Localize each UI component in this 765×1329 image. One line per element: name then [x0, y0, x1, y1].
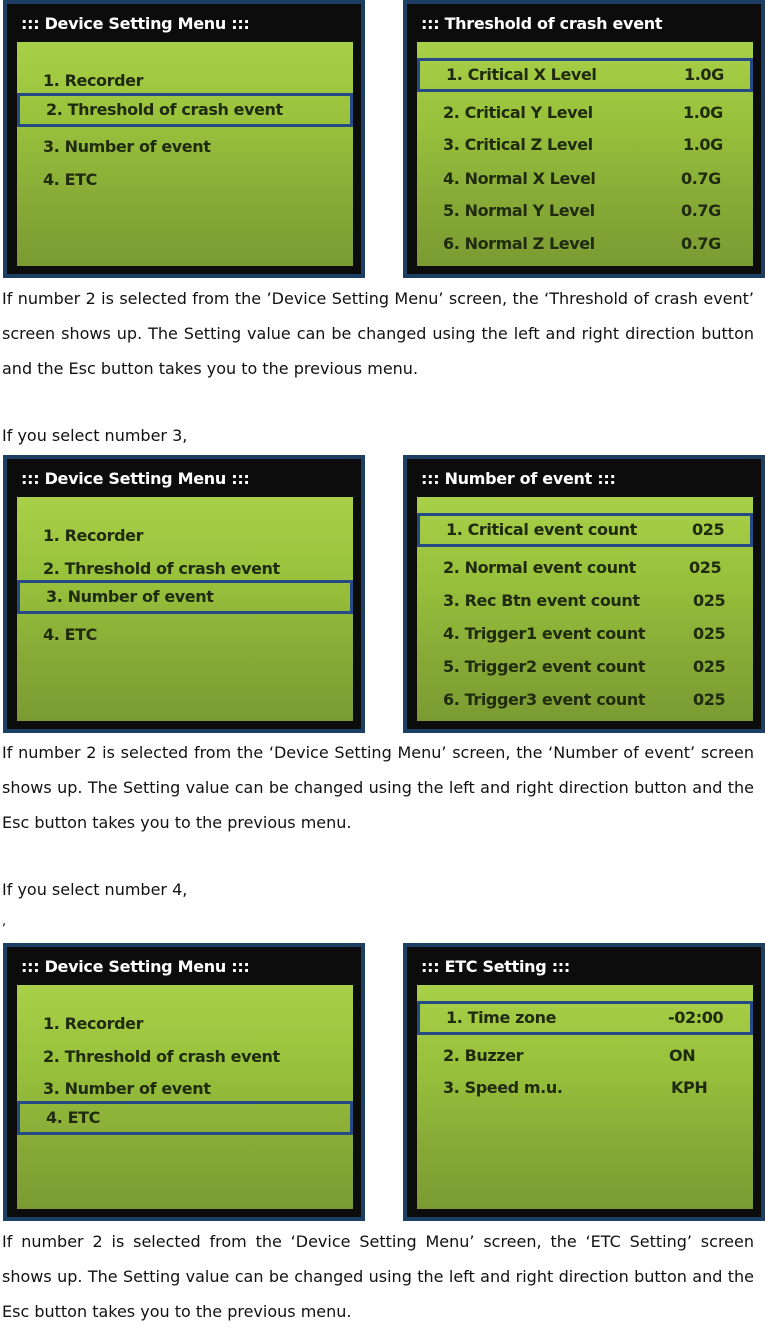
menu-panel: [17, 497, 353, 721]
threshold-panel: [417, 42, 753, 266]
menu-item-threshold[interactable]: 2. Threshold of crash event: [43, 1047, 280, 1066]
event-count-row[interactable]: 3. Rec Btn event count 025: [443, 591, 726, 610]
etc-row-speed-unit[interactable]: 3. Speed m.u. KPH: [443, 1078, 708, 1097]
etc-row-time-zone[interactable]: 1. Time zone -02:00: [417, 1001, 753, 1035]
etc-row-buzzer[interactable]: 2. Buzzer ON: [443, 1046, 696, 1065]
event-count-row[interactable]: 4. Trigger1 event count 025: [443, 624, 726, 643]
etc-panel: [417, 985, 753, 1209]
menu-item-threshold[interactable]: 2. Threshold of crash event: [17, 93, 353, 127]
menu-item-recorder[interactable]: 1. Recorder: [43, 1014, 144, 1033]
threshold-row[interactable]: 4. Normal X Level 0.7G: [443, 169, 721, 188]
screen-title: ::: Device Setting Menu :::: [21, 469, 250, 488]
menu-item-threshold[interactable]: 2. Threshold of crash event: [43, 559, 280, 578]
event-count-row[interactable]: 6. Trigger3 event count 025: [443, 690, 726, 709]
description-paragraph-3: If number 2 is selected from the ‘Device Setting Menu’ screen, the ‘ETC Setting’ screen shows up. The Setting value can be changed using the left and right direction button and the Esc button takes you to the previous menu.: [2, 1232, 754, 1321]
menu-item-recorder[interactable]: 1. Recorder: [43, 71, 144, 90]
menu-item-number-of-event[interactable]: 3. Number of event: [43, 137, 211, 156]
menu-item-etc[interactable]: 4. ETC: [43, 625, 97, 644]
threshold-row[interactable]: 6. Normal Z Level 0.7G: [443, 234, 721, 253]
menu-item-recorder[interactable]: 1. Recorder: [43, 526, 144, 545]
device-menu-screen-2: [3, 455, 365, 733]
device-menu-screen-1: [3, 0, 365, 278]
number-panel: [417, 497, 753, 721]
threshold-row[interactable]: 2. Critical Y Level 1.0G: [443, 103, 723, 122]
screen-title: ::: Threshold of crash event: [421, 14, 663, 33]
event-count-row[interactable]: 5. Trigger2 event count 025: [443, 657, 726, 676]
description-paragraph-1: If number 2 is selected from the ’Device Setting Menu’ screen, the ‘Threshold of crash event’ screen shows up. The Setting value can be changed using the left and right direction button and the Esc button takes you to the previous menu.: [2, 289, 754, 378]
select-number-3-text: If you select number 3,: [2, 426, 188, 445]
threshold-row[interactable]: 1. Critical X Level 1.0G: [417, 58, 753, 92]
threshold-screen: [403, 0, 765, 278]
select-number-4-text: If you select number 4,: [2, 880, 188, 899]
menu-panel: [17, 985, 353, 1209]
etc-setting-screen: [403, 943, 765, 1221]
device-menu-screen-3: [3, 943, 365, 1221]
screen-title: ::: Device Setting Menu :::: [21, 957, 250, 976]
menu-panel: [17, 42, 353, 266]
stray-mark: ,: [2, 914, 7, 929]
event-count-row[interactable]: 2. Normal event count 025: [443, 558, 722, 577]
menu-item-etc[interactable]: 4. ETC: [43, 170, 97, 189]
menu-item-etc[interactable]: 4. ETC: [17, 1101, 353, 1135]
description-paragraph-2: If number 2 is selected from the ‘Device Setting Menu’ screen, the ‘Number of event’ screen shows up. The Setting value can be changed using the left and right direction button and the Esc button takes you to the previous menu.: [2, 743, 754, 832]
menu-item-number-of-event[interactable]: 3. Number of event: [17, 580, 353, 614]
threshold-row[interactable]: 5. Normal Y Level 0.7G: [443, 201, 721, 220]
screen-title: ::: ETC Setting :::: [421, 957, 570, 976]
threshold-row[interactable]: 3. Critical Z Level 1.0G: [443, 135, 723, 154]
menu-item-number-of-event[interactable]: 3. Number of event: [43, 1079, 211, 1098]
number-of-event-screen: [403, 455, 765, 733]
screen-title: ::: Number of event :::: [421, 469, 616, 488]
screen-title: ::: Device Setting Menu :::: [21, 14, 250, 33]
event-count-row[interactable]: 1. Critical event count 025: [417, 513, 753, 547]
